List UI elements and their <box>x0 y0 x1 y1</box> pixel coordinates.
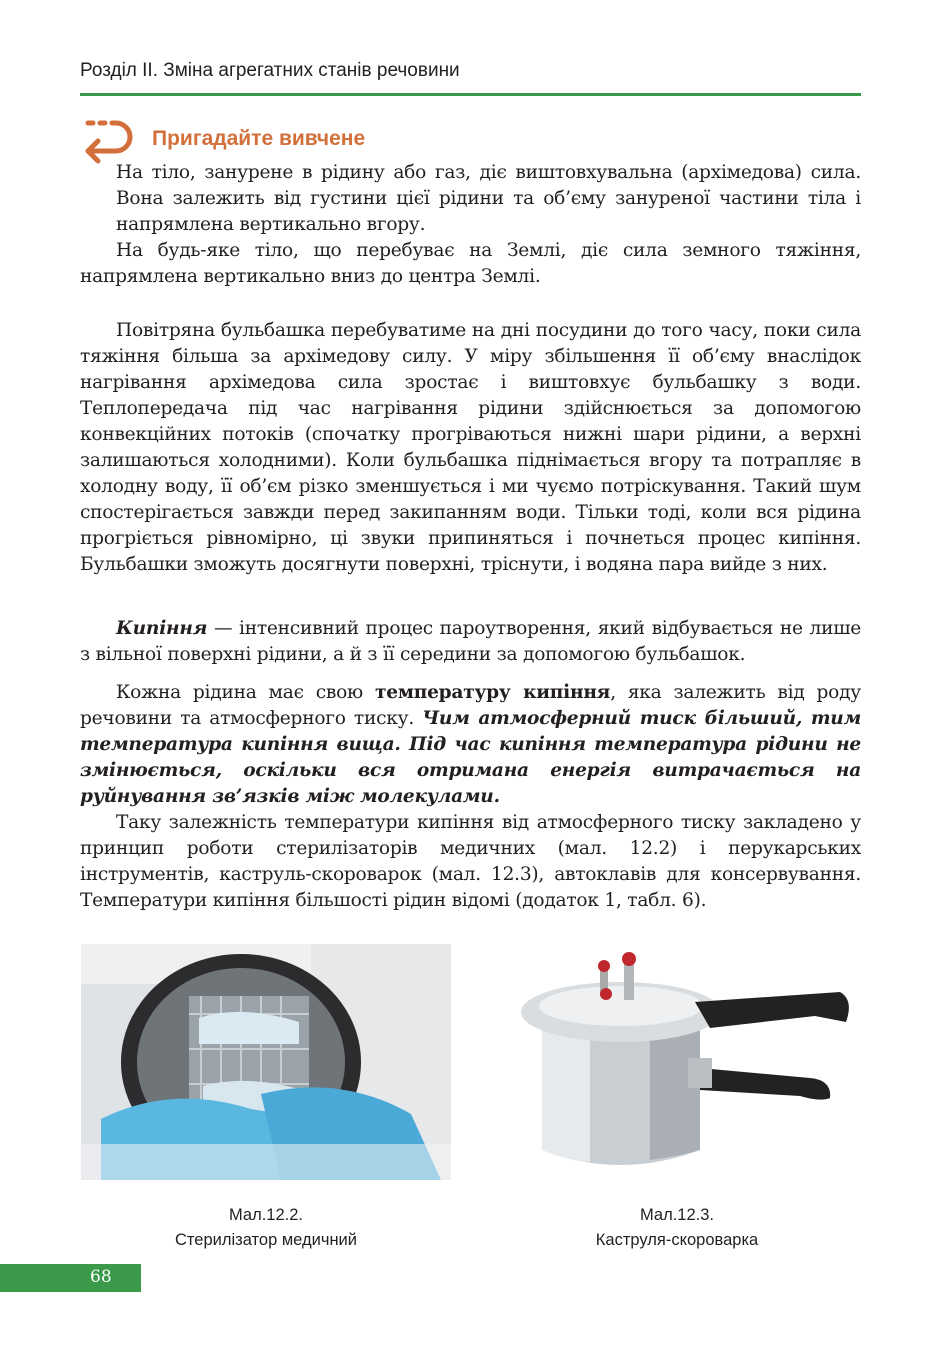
page-number: 68 <box>90 1267 112 1287</box>
figure-12-3-label: Мал.12.3. <box>639 1206 715 1224</box>
figure-12-3-title: Каструля-скороварка <box>595 1231 759 1249</box>
recall-paragraph-1: На тіло, занурене в рідину або газ, діє виштовхувальна (архімедова) сила. Вона залежить від густини цієї рідини та об’єму зануреної частини тіла і напрямлена вертикально вгору. <box>116 162 861 235</box>
dependence-paragraph: Таку залежність температури кипіння від атмосферного тиску закладено у принцип роботи стерилізаторів медичних (мал. 12.2) і перукарських інструментів, каструль-скороварок (мал. 12.3), автоклавів для консервування. Температури кипіння більшості рідин відомі (додаток 1, табл. 6). <box>80 812 861 911</box>
bubble-paragraph: Повітряна бульбашка перебуватиме на дні посудини до того часу, поки сила тяжіння більша за архімедову силу. У міру збільшення її об’єму внаслідок нагрівання архімедова сила зростає і виштовхує бульбашку з води. Теплопередача під час нагрівання рідини здійснюється за допомогою конвекційних потоків (спочатку прогріваються нижні шари рідини, а верхні залишаються холодними). Коли бульбашка піднімається вгору та потрапляє в холодну воду, її об’єм різко зменшується і ми чуємо потріскування. Такий шум спостерігається завжди перед закипанням води. Тільки тоді, коли вся рідина прогріється рівномірно, ці звуки припиняться і почнеться процес кипіння. Бульбашки зможуть досягнути поверхні, тріснути, і водяна пара вийде з них. <box>80 320 861 575</box>
figure-12-3-caption <box>527 1203 827 1253</box>
running-header: Розділ ІІ. Зміна агрегатних станів речовини <box>80 60 460 81</box>
boiling-definition <box>80 616 861 668</box>
recall-text <box>80 160 861 290</box>
boiling-temperature-paragraph: Кожна рідина має свою температуру кипіння, яка залежить від роду речовини та атмосферного тиску. Чим атмосферний тиск більший, тим температура кипіння вища. Під час кипіння температура рідини не змінюється, оскільки вся отримана енергія витрачається на руйнування зв’язків між молекулами. <box>80 682 862 807</box>
definition-term: Кипіння <box>116 618 208 639</box>
sterilizer-photo <box>81 944 451 1180</box>
definition-block <box>80 616 861 668</box>
bubble-paragraph-block <box>80 318 861 578</box>
temperature-block <box>80 680 861 914</box>
pressure-cooker-photo <box>520 950 855 1180</box>
figure-12-2-caption <box>116 1203 416 1253</box>
figure-12-2-title: Стерилізатор медичний <box>175 1231 357 1249</box>
boiling-temperature-term: температуру кипіння <box>374 682 611 703</box>
recall-section-title: Пригадайте вивчене <box>152 127 366 150</box>
boiling-rule-highlight: Чим атмосферний тиск більший, тим температура кипіння вища. Під час кипіння температура рідини не змінюється, оскільки вся отримана енергія витрачається на руйнування зв’язків між молекулами. <box>80 708 862 807</box>
page-number-tab <box>0 1264 141 1292</box>
recall-paragraph-2: На будь-яке тіло, що перебуває на Землі, діє сила земного тяжіння, напрямлена вертикально вниз до центра Землі. <box>80 240 861 287</box>
definition-text: — інтенсивний процес пароутворення, який відбувається не лише з вільної поверхні рідини, а й з її середини за допомогою бульбашок. <box>80 618 861 665</box>
figure-12-2-label: Мал.12.2. <box>228 1206 304 1224</box>
header-rule <box>80 93 861 96</box>
